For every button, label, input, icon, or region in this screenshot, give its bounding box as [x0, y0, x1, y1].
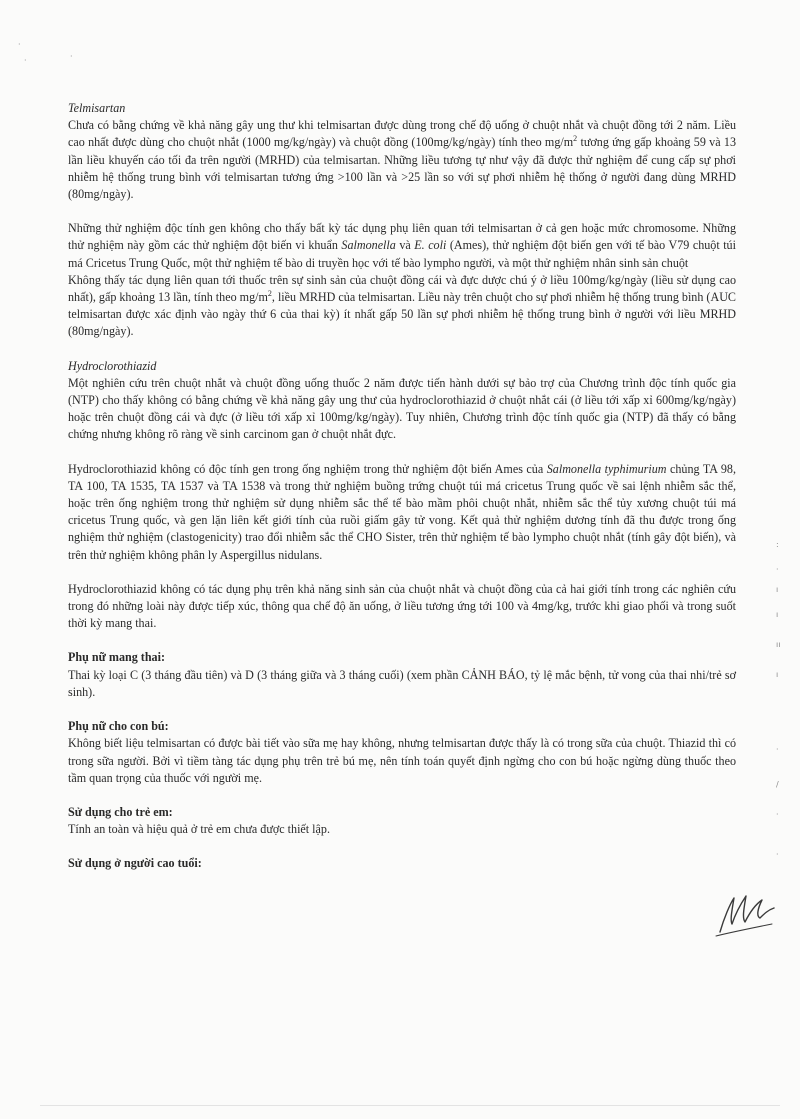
- section-heading-geriatric-use: Sử dụng ở người cao tuổi:: [68, 856, 202, 871]
- paragraph: Hydroclorothiazid không có độc tính gen trong ống nghiệm trong thử nghiệm đột biến Ames của Salmonella typhimurium chủng TA 98, TA 100, TA 1535, TA 1537 và TA 1538 và trong thử nghiệm buồng trứng chuột túi má cricetus Trung quốc về sai lệnh nhiễm sắc thể, hoặc trên ống nghiệm trong thử nghiệm sử dụng nhiễm sắc thể tế bào mầm phôi chuột nhắt, nhiễm sắc thể tủy xương chuột túi má cricetus Trung quốc, và gen lặn liên kết giới tính của ruồi giấm gây tử vong. Kết quả thử nghiệm dương tính đã thu được trong ống nghiệm thử nghiệm (clastogenicity) trao đổi nhiễm sắc thể CHO Sister, trên thử nghiệm tế bào lympho chuột nhắt (tính gây đột biến), và trên thử nghiệm không phân ly Aspergillus nidulans.: [68, 461, 736, 562]
- scan-mark: ·: [776, 850, 779, 859]
- scan-mark: ı: [776, 585, 779, 594]
- section-heading-hydroclorothiazid: Hydroclorothiazid: [68, 358, 157, 373]
- scan-mark: ıı: [776, 640, 781, 649]
- paragraph: Tính an toàn và hiệu quả ở trẻ em chưa được thiết lập.: [68, 822, 330, 837]
- scan-speck: ·: [24, 56, 27, 65]
- scan-mark: ı: [776, 610, 779, 619]
- handwritten-signature: [712, 888, 778, 940]
- paragraph: Không biết liệu telmisartan có được bài tiết vào sữa mẹ hay không, nhưng telmisartan được thấy là có trong sữa của chuột. Thiazid thì có trong sữa người. Bởi vì tiềm tàng tác dụng phụ trên trẻ bú mẹ, nên tính toán quyết định ngừng cho con bú hoặc ngừng dùng thuốc theo tầm quan trọng của thuốc với người mẹ.: [68, 736, 736, 785]
- scan-mark: :: [776, 540, 779, 549]
- scan-mark: ı: [776, 670, 779, 679]
- paragraph: Không thấy tác dụng liên quan tới thuốc trên sự sinh sản của chuột đồng cái và đực dược chú ý ở liều 100mg/kg/ngày (liều sử dụng cao nhất), gấp khoảng 13 lần, tính theo $mg/m^2$, liều MRHD của telmisartan. Liều này trên chuột cho sự phơi nhiễm hệ thống trung bình (AUC telmisartan được xác định vào ngày thứ 6 của thai kỳ) ít nhất gấp 50 lần sự phơi nhiễm hệ thống trung bình ở người với liều MRHD (80mg/ngày).: [68, 272, 736, 339]
- scan-mark: ·: [776, 745, 779, 754]
- section-heading-telmisartan: Telmisartan: [68, 101, 126, 115]
- paragraph: Hydroclorothiazid không có tác dụng phụ trên khả năng sinh sản của chuột nhắt và chuột đồng của cả hai giới tính trong các nghiên cứu trong đó những loài này được tiếp xúc, thông qua chế độ ăn uống, ở liều tương ứng tới 100 và 4mg/kg, trước khi giao phối và trong suốt thời kỳ mang thai.: [68, 581, 736, 631]
- paragraph: Những thử nghiệm độc tính gen không cho thấy bất kỳ tác dụng phụ liên quan tới telmisartan ở cả gen hoặc mức chromosome. Những thử nghiệm này gồm các thử nghiệm đột biến vi khuẩn Salmonella và E. coli (Ames), thử nghiệm đột biến gen với tế bào V79 chuột túi má Cricetus Trung Quốc, một thử nghiệm tế bào di truyền học với tế bào lympho người, và một thử nghiệm nhân sinh sản chuột: [68, 221, 736, 270]
- paragraph: Một nghiên cứu trên chuột nhắt và chuột đồng uống thuốc 2 năm được tiến hành dưới sự bảo trợ của Chương trình độc tính quốc gia (NTP) cho thấy không có bằng chứng về khả năng gây ung thư của hydroclorothiazid ở chuột nhắt cái (ở liều tới xấp xỉ 600mg/kg/ngày) hoặc trên chuột đồng cái và đực (ở liều tới xấp xỉ 100mg/kg/ngày). Tuy nhiên, Chương trình độc tính quốc gia (NTP) đã thấy có bằng chứng nhưng không rõ ràng về sinh carcinom gan ở chuột nhắt đực.: [68, 375, 736, 442]
- scan-speck: ·: [18, 40, 21, 49]
- document-body: [68, 100, 736, 873]
- scan-mark: ·: [776, 565, 779, 574]
- section-heading-pregnancy: Phụ nữ mang thai:: [68, 650, 165, 665]
- scan-speck: ·: [70, 52, 73, 61]
- scan-bottom-edge: [40, 1105, 780, 1106]
- section-heading-lactation: Phụ nữ cho con bú:: [68, 719, 169, 734]
- scan-mark: ·: [776, 810, 779, 819]
- paragraph: Chưa có bằng chứng về khả năng gây ung thư khi telmisartan được dùng trong chế độ uống ở chuột nhắt và chuột đồng tới 2 năm. Liều cao nhất được dùng cho chuột nhắt (1000 mg/kg/ngày) và chuột đồng (100mg/kg/ngày) tính theo $mg/m^2$ tương ứng gấp khoảng 59 và 13 lần liều khuyến cáo tối đa trên người (MRHD) của telmisartan. Những liều tương tự như vậy đã được thử nghiệm để cung cấp sự phơi nhiễm hệ thống trung bình với telmisartan tương ứng >100 lần và >25 lần so với sự phơi nhiễm hệ thống ở người đang dùng MRHD (80mg/ngày).: [68, 118, 736, 202]
- paragraph: Thai kỳ loại C (3 tháng đầu tiên) và D (3 tháng giữa và 3 tháng cuối) (xem phần CẢNH BÁO, tỷ lệ mắc bệnh, tử vong của thai nhi/trẻ sơ sinh).: [68, 667, 736, 699]
- scan-mark: /: [776, 780, 779, 789]
- section-heading-pediatric-use: Sử dụng cho trẻ em:: [68, 804, 173, 819]
